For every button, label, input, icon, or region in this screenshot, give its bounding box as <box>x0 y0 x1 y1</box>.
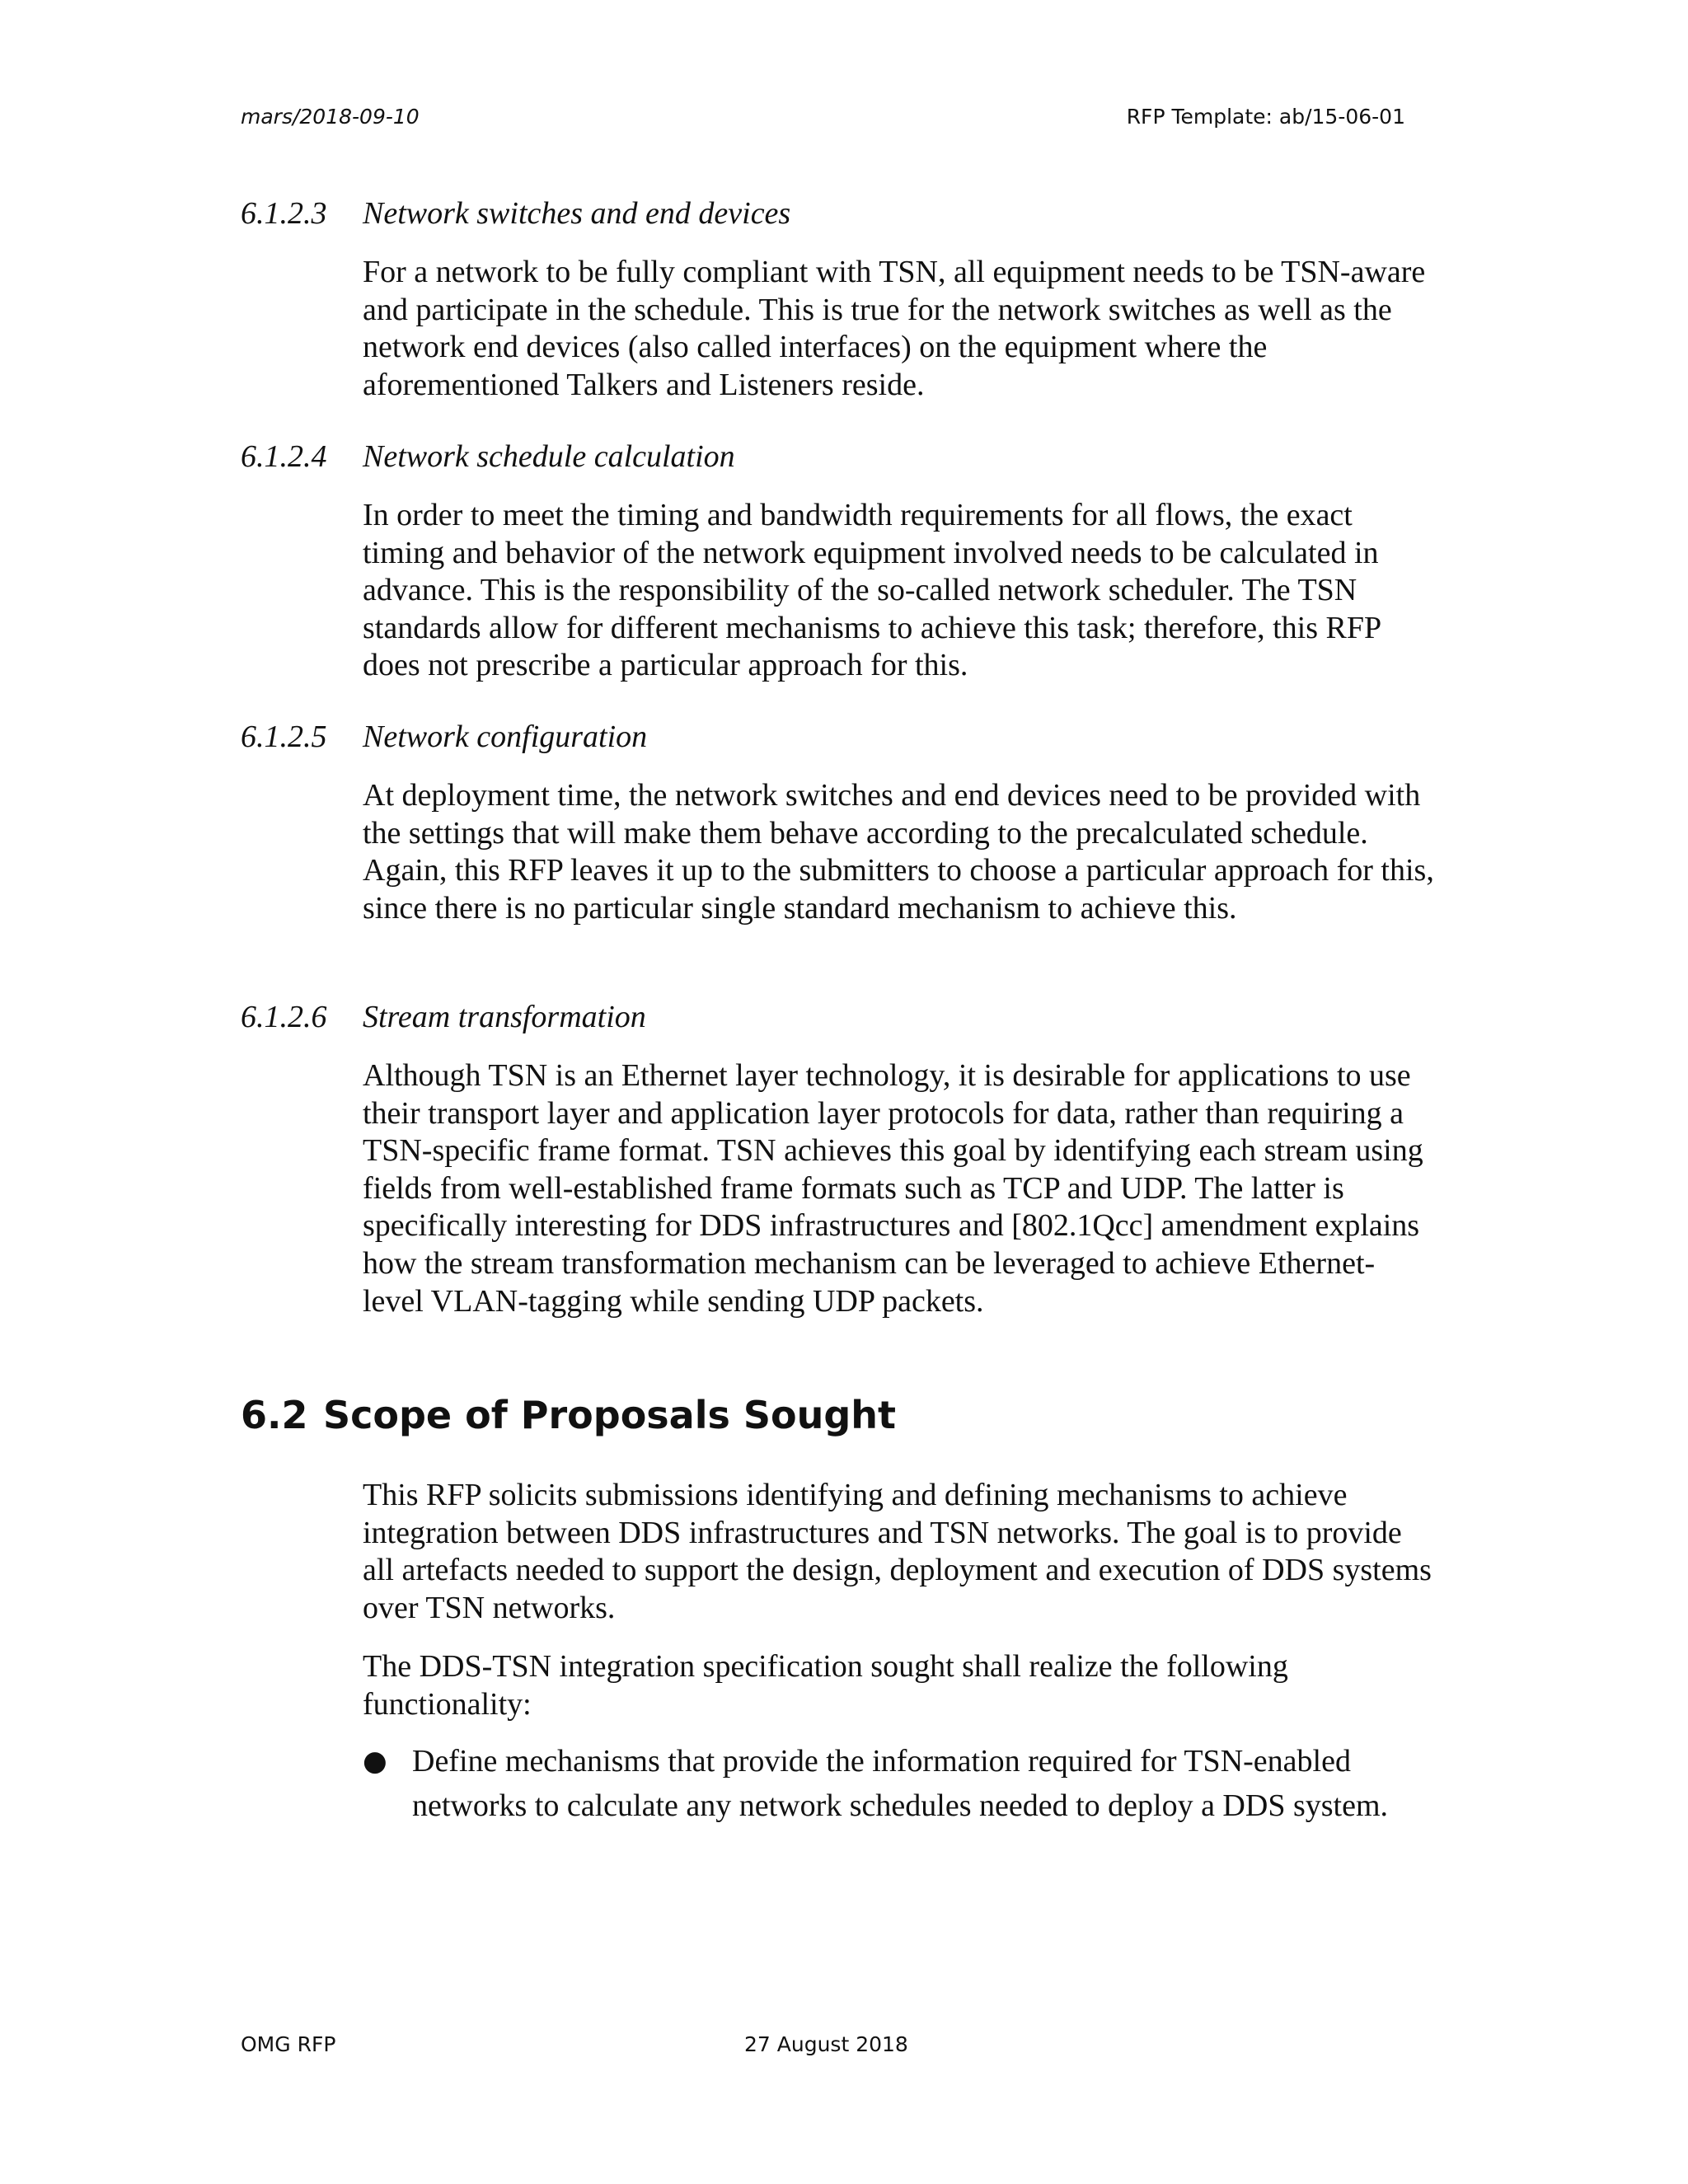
section-title: Network switches and end devices <box>363 196 791 231</box>
section-number: 6.2 <box>241 1393 308 1437</box>
section-number: 6.1.2.5 <box>241 719 327 754</box>
section-title: Network configuration <box>363 719 648 754</box>
section-number: 6.1.2.3 <box>241 196 327 231</box>
section-title: Stream transformation <box>363 1000 646 1034</box>
footer-date: 27 August 2018 <box>744 2032 908 2056</box>
header-document-id: mars/2018-09-10 <box>241 105 420 129</box>
list-item-text: Define mechanisms that provide the information required for TSN-enabled networks to calculate any network schedules needed to deploy a DDS system. <box>412 1744 1389 1823</box>
section-number: 6.1.2.6 <box>241 1000 327 1034</box>
scope-paragraph-1: This RFP solicits submissions identifying and defining mechanisms to achieve integration between DDS infrastructures and TSN networks. The goal is to provide all artefacts needed to support the design, deployment and execution of DDS systems over TSN networks. <box>363 1478 1432 1625</box>
header-template-id: RFP Template: ab/15-06-01 <box>1126 105 1405 129</box>
section-body-6-1-2-6: Although TSN is an Ethernet layer technology, it is desirable for applications to use their transport layer and application layer protocols for data, rather than requiring a TSN-specific frame format. TSN achieves this goal by identifying each stream using fields from well-established frame formats such as TCP and UDP. The latter is specifically interesting for DDS infrastructures and [802.1Qcc] amendment explains how the stream transformation mechanism can be leveraged to achieve Ethernet-level VLAN-tagging while sending UDP packets. <box>363 1058 1423 1319</box>
section-body-6-1-2-3: For a network to be fully compliant with TSN, all equipment needs to be TSN-aware and participate in the schedule. This is true for the network switches as well as the network end devices (also called interfaces) on the equipment where the aforementioned Talkers and Listeners reside. <box>363 255 1426 402</box>
section-body-6-1-2-5: At deployment time, the network switches and end devices need to be provided with the settings that will make them behave according to the precalculated schedule. Again, this RFP leaves it up to the submitters to choose a particular approach for this, since there is no particular single standard mechanism to achieve this. <box>363 778 1434 926</box>
footer-document-type: OMG RFP <box>241 2032 336 2056</box>
section-body-6-1-2-4: In order to meet the timing and bandwidth requirements for all flows, the exact timing and behavior of the network equipment involved needs to be calculated in advance. This is the responsibility of the so-called network scheduler. The TSN standards allow for different mechanisms to achieve this task; therefore, this RFP does not prescribe a particular approach for this. <box>363 498 1381 683</box>
bullet-dot-icon: ● <box>363 1745 387 1778</box>
scope-paragraph-2: The DDS-TSN integration specification sought shall realize the following functionality: <box>363 1649 1288 1722</box>
section-number: 6.1.2.4 <box>241 439 327 474</box>
section-title: Scope of Proposals Sought <box>323 1393 897 1437</box>
section-title: Network schedule calculation <box>363 439 735 474</box>
section-heading-6-2 <box>241 1393 896 1437</box>
